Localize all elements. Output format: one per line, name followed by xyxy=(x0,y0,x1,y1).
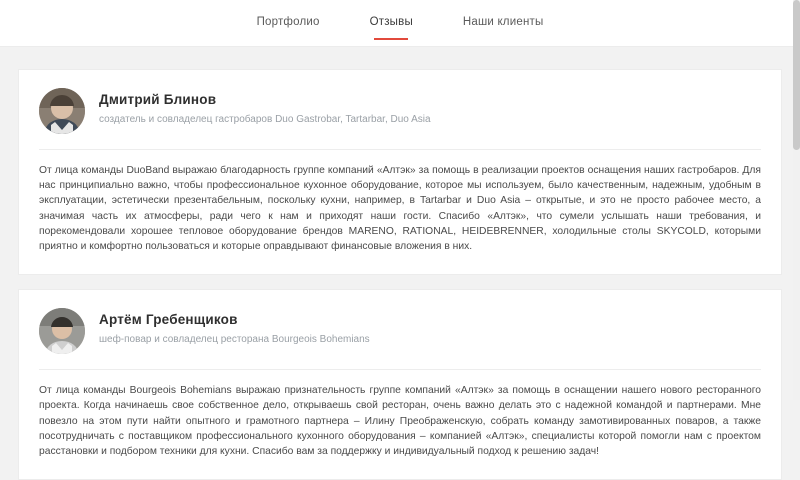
tab-reviews[interactable]: Отзывы xyxy=(368,12,415,34)
page-scrollbar[interactable] xyxy=(793,0,800,400)
author-name: Дмитрий Блинов xyxy=(99,92,217,107)
review-text: От лица команды Bourgeois Bohemians выражаю признательность группе компаний «Алтэк» за помощь в оснащении нашего нового ресторанного проекта. Когда начинаешь свое собственное дело, открываешь свой ресторан, очень важно делать это с надежной командой и партнерами. Мне повезло на этом пути найти опытного и грамотного партнера – Илину Преображенскую, собрать команду замотивированных поваров, а также посотрудничать с поставщиком профессионального кухонного оборудования – компанией «Алтэк», специалисты которой помогли нам с проектом расстановки и подбором техники для кухни. Спасибо вам за поддержку и индивидуальный подход к решению задач! xyxy=(39,385,761,458)
review-header xyxy=(39,88,761,134)
review-text: От лица команды DuoBand выражаю благодарность группе компаний «Алтэк» за помощь в реализации проектов оснащения наших гастробаров. Для нас принципиально важно, чтобы профессиональное кухонное оборудование, которое мы используем, было качественным, надежным, удобным в эксплуатации, эстетически презентабельным, поскольку кухни, например, в Tartarbar и Duo Asia – открытые, и это не просто рабочее место, а значимая часть их атмосферы, ради чего к нам и приходят наши гости. Спасибо «Алтэк», что сумели услышать наши требования, и порекомендовали хорошее тепловое оборудование брендов MARENO, RATIONAL, HEIDEBRENNER, холодильные столы SKYCOLD, которыми приятно и комфортно пользоваться и которые оправдывают финансовые вложения в них. xyxy=(39,165,761,253)
author-role: шеф-повар и совладелец ресторана Bourgeois Bohemians xyxy=(99,334,370,346)
avatar xyxy=(39,308,85,354)
avatar-photo-icon xyxy=(39,308,85,354)
divider xyxy=(39,369,761,370)
tab-portfolio[interactable]: Портфолио xyxy=(256,16,320,28)
review-header xyxy=(39,308,761,354)
review-card xyxy=(18,289,782,480)
avatar xyxy=(39,88,85,134)
author-role: создатель и совладелец гастробаров Duo Gastrobar, Tartarbar, Duo Asia xyxy=(99,114,431,125)
author-name: Артём Гребенщиков xyxy=(99,312,238,328)
review-author xyxy=(99,308,370,346)
divider xyxy=(39,149,761,150)
tab-bar xyxy=(0,0,800,47)
reviews-list xyxy=(0,47,800,480)
review-card xyxy=(18,69,782,275)
review-author xyxy=(99,88,431,126)
tab-clients[interactable]: Наши клиенты xyxy=(462,16,544,28)
scrollbar-thumb[interactable] xyxy=(793,0,800,150)
avatar-photo-icon xyxy=(39,88,85,134)
